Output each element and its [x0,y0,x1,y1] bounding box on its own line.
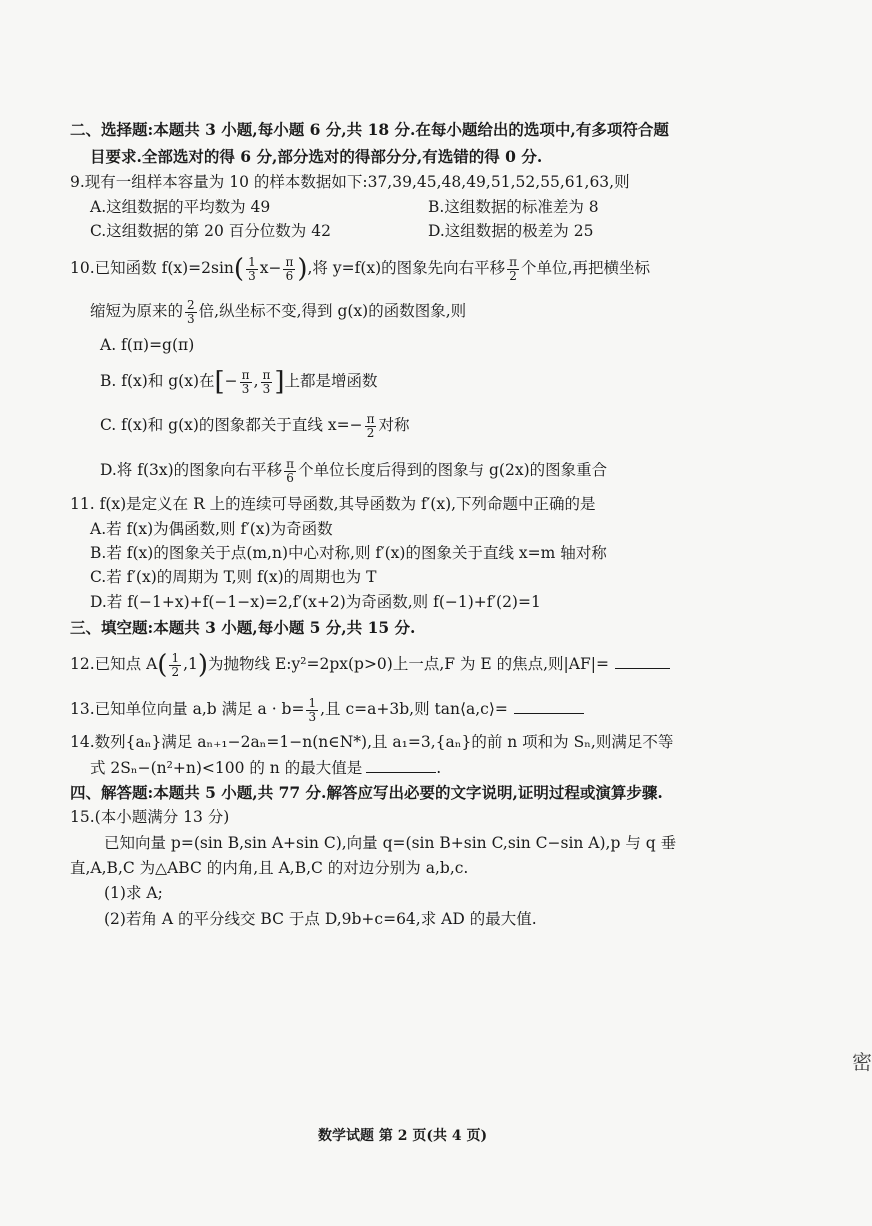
q11-option-b: B.若 f(x)的图象关于点(m,n)中心对称,则 f′(x)的图象关于直线 x=m 轴对称 [90,544,607,562]
q9-stem: 9.现有一组样本容量为 10 的样本数据如下:37,39,45,48,49,51,52,55,61,63,则 [70,173,630,191]
q9-option-b: B.这组数据的标准差为 8 [428,198,599,216]
q13-frac-1-3: $\frac{1}{3}$ [308,695,317,724]
q13-line [70,694,584,724]
q14-end: . [436,759,442,777]
q10-frac-pi-3-left: $\frac{\pi}{3}$ [241,367,250,396]
q9-option-a: A.这组数据的平均数为 49 [90,198,271,216]
q12-point-rest: ,1 [183,655,198,673]
q10-option-d-b: 个单位长度后得到的图象与 g(2x)的图象重合 [298,461,608,479]
q14-line2 [90,760,441,777]
q10-frac-pi-2-c: $\frac{\pi}{2}$ [366,411,375,440]
q10-option-d [100,455,607,485]
section-3-header: 三、填空题:本题共 3 小题,每小题 5 分,共 15 分. [70,618,416,637]
q15-part1: (1)求 A; [104,884,163,902]
q11-option-d: D.若 f(−1+x)+f(−1−x)=2,f′(x+2)为奇函数,则 f(−1)+f′(2)=1 [90,593,541,611]
q10-stem [70,252,650,284]
q10-option-c [100,410,409,440]
q10-option-a: A. f(π)=g(π) [100,336,195,354]
q10-frac-pi-2: $\frac{\pi}{2}$ [509,254,518,283]
q11-stem: 11. f(x)是定义在 R 上的连续可导函数,其导函数为 f′(x),下列命题中正确的是 [70,495,596,513]
q10-bracket-right: ] [274,367,285,397]
q10-option-b-b: 上都是增函数 [284,372,378,390]
q11-option-c: C.若 f′(x)的周期为 T,则 f(x)的周期也为 T [90,568,377,586]
q11-option-a: A.若 f(x)为偶函数,则 f′(x)为奇函数 [90,520,333,538]
q12-a: 12.已知点 A [70,655,158,673]
q10-line2-b: 倍,纵坐标不变,得到 g(x)的函数图象,则 [198,302,467,320]
q10-frac-pi-3-right: $\frac{\pi}{3}$ [262,367,271,396]
q10-paren-left: ( [233,254,245,284]
q10-stem-c: 个单位,再把横坐标 [521,259,650,277]
q12-paren-left: ( [157,650,168,680]
q10-option-b [100,366,378,396]
q10-option-d-a: D.将 f(3x)的图象向右平移 [100,461,283,479]
q10-stem-b: ,将 y=f(x)的图象先向右平移 [307,259,506,277]
q10-option-c-b: 对称 [378,416,410,434]
q12-line [70,648,670,680]
q12-b: 为抛物线 E:y²=2px(p>0)上一点,F 为 E 的焦点,则|AF|= [208,655,609,673]
q13-answer-blank[interactable] [514,701,584,714]
q12-frac-1-2: $\frac{1}{2}$ [171,650,180,679]
margin-seal-mark: 密 [852,1050,872,1074]
q10-line2 [90,296,466,326]
q10-line2-a: 缩短为原来的 [90,302,184,320]
q15-part2: (2)若角 A 的平分线交 BC 于点 D,9b+c=64,求 AD 的最大值. [104,910,537,928]
q10-bracket-left: [ [214,367,225,397]
q10-paren-right: ) [297,254,308,284]
q10-frac-one-third: $\frac{1}{3}$ [248,254,256,283]
section-2-header-cont: 目要求.全部选对的得 6 分,部分选对的得部分分,有选错的得 0 分. [90,147,543,166]
q10-option-c-a: C. f(x)和 g(x)的图象都关于直线 x=− [100,416,363,434]
q10-frac-pi-6-d: $\frac{\pi}{6}$ [286,456,295,485]
q9-option-c: C.这组数据的第 20 百分位数为 42 [90,222,331,240]
q12-answer-blank[interactable] [615,656,670,669]
q10-stem-a: 10.已知函数 f(x)=2sin [70,259,234,277]
q14-line2-text: 式 2Sₙ−(n²+n)<100 的 n 的最大值是 [90,759,363,777]
q9-option-d: D.这组数据的极差为 25 [428,222,594,240]
q15-title: 15.(本小题满分 13 分) [70,808,230,826]
q10-option-b-a: B. f(x)和 g(x)在 [100,372,215,390]
q14-line1: 14.数列{aₙ}满足 aₙ₊₁−2aₙ=1−n(n∈N*),且 a₁=3,{aₙ}的前 n 项和为 Sₙ,则满足不等 [70,733,674,751]
q15-line2: 直,A,B,C 为△ABC 的内角,且 A,B,C 的对边分别为 a,b,c. [70,859,469,877]
page-footer: 数学试题 第 2 页(共 4 页) [318,1128,488,1144]
q10-inner-mid: x− [259,259,282,277]
q10-frac-pi-6: $\frac{\pi}{6}$ [285,254,294,283]
section-2-header: 二、选择题:本题共 3 小题,每小题 6 分,共 18 分.在每小题给出的选项中,有多项符合题 [70,120,669,139]
q13-b: ,且 c=a+3b,则 tan⟨a,c⟩= [320,700,508,718]
q10-frac-2-3: $\frac{2}{3}$ [187,297,195,326]
section-4-header: 四、解答题:本题共 5 小题,共 77 分.解答应写出必要的文字说明,证明过程或演算步骤. [70,783,663,802]
q13-a: 13.已知单位向量 a,b 满足 a · b= [70,700,305,718]
q12-paren-right: ) [197,650,209,680]
q10-interval-minus: − [224,372,238,390]
q10-interval-comma: , [253,372,259,390]
q15-line1: 已知向量 p=(sin B,sin A+sin C),向量 q=(sin B+sin C,sin C−sin A),p 与 q 垂 [104,834,677,852]
q14-answer-blank[interactable] [366,760,436,773]
